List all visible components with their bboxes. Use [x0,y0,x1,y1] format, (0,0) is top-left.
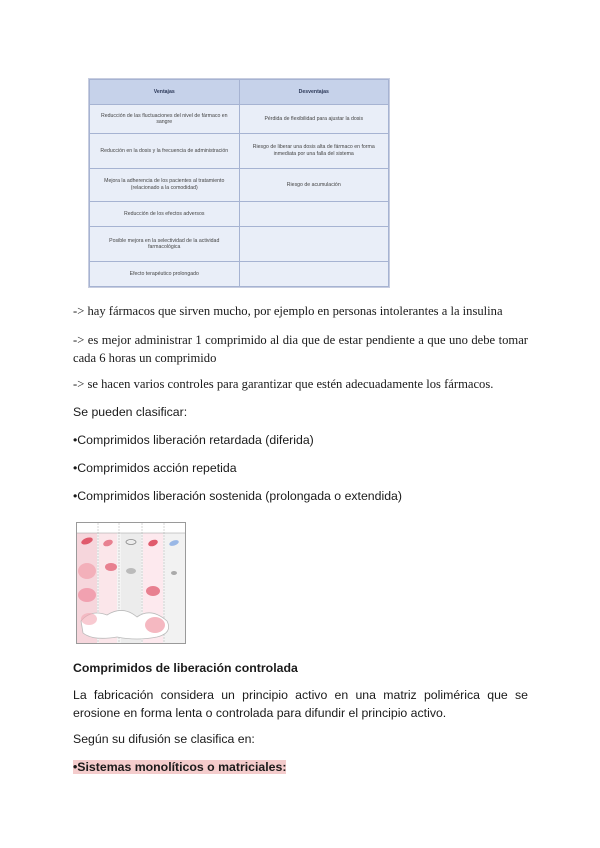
diffusion-intro: Según su difusión se clasifica en: [73,732,255,746]
highlight-text: •Sistemas monolíticos o matriciales: [73,760,287,774]
header-ventajas: Ventajas [90,80,240,105]
table-cell: Efecto terapéutico prolongado [90,261,240,286]
advantages-table [89,79,389,287]
table-cell: Mejora la adherencia de los pacientes al tratamiento (relacionado a la comodidad) [90,168,240,201]
table-row [90,168,389,201]
table-row [90,134,389,169]
bullet-item: •Comprimidos liberación retardada (diferida) [73,433,314,447]
note-one-tablet: -> es mejor administrar 1 comprimido al dia que de estar pendiente a que uno debe tomar cada 6 horas un comprimido [73,333,528,365]
release-profiles-figure [76,522,186,644]
table-cell [239,261,389,286]
table-row [90,202,389,227]
table-cell: Reducción de las fluctuaciones del nivel de fármaco en sangre [90,105,240,134]
classify-intro: Se pueden clasificar: [73,405,188,419]
table-row [90,261,389,286]
table-row [90,227,389,262]
table-cell: Posible mejora en la selectividad de la actividad farmacológica [90,227,240,262]
table-cell [239,202,389,227]
figure-graphic [77,523,185,643]
table-header-row [90,80,389,105]
note-insulin: -> hay fármacos que sirven mucho, por ejemplo en personas intolerantes a la insulina [73,304,503,318]
table-cell: Pérdida de flexibilidad para ajustar la dosis [239,105,389,134]
header-desventajas: Desventajas [239,80,389,105]
table-cell [239,227,389,262]
table-cell: Riesgo de acumulación [239,168,389,201]
comparison-table-image [88,78,390,288]
table-row [90,105,389,134]
body-paragraph: La fabricación considera un principio activo en una matriz polimérica que se erosione en forma lenta o controlada para difundir el principio activo. [73,688,528,720]
note-controls: -> se hacen varios controles para garantizar que estén adecuadamente los fármacos. [73,377,494,391]
highlighted-subheading [73,758,528,776]
table-cell: Reducción en la dosis y la frecuencia de administración [90,134,240,169]
section-heading: Comprimidos de liberación controlada [73,661,298,675]
table-cell: Reducción de los efectos adversos [90,202,240,227]
bullet-item: •Comprimidos acción repetida [73,461,237,475]
table-cell: Riesgo de liberar una dosis alta de fármaco en forma inmediata por una falla del sistema [239,134,389,169]
bullet-item: •Comprimidos liberación sostenida (prolongada o extendida) [73,489,402,503]
